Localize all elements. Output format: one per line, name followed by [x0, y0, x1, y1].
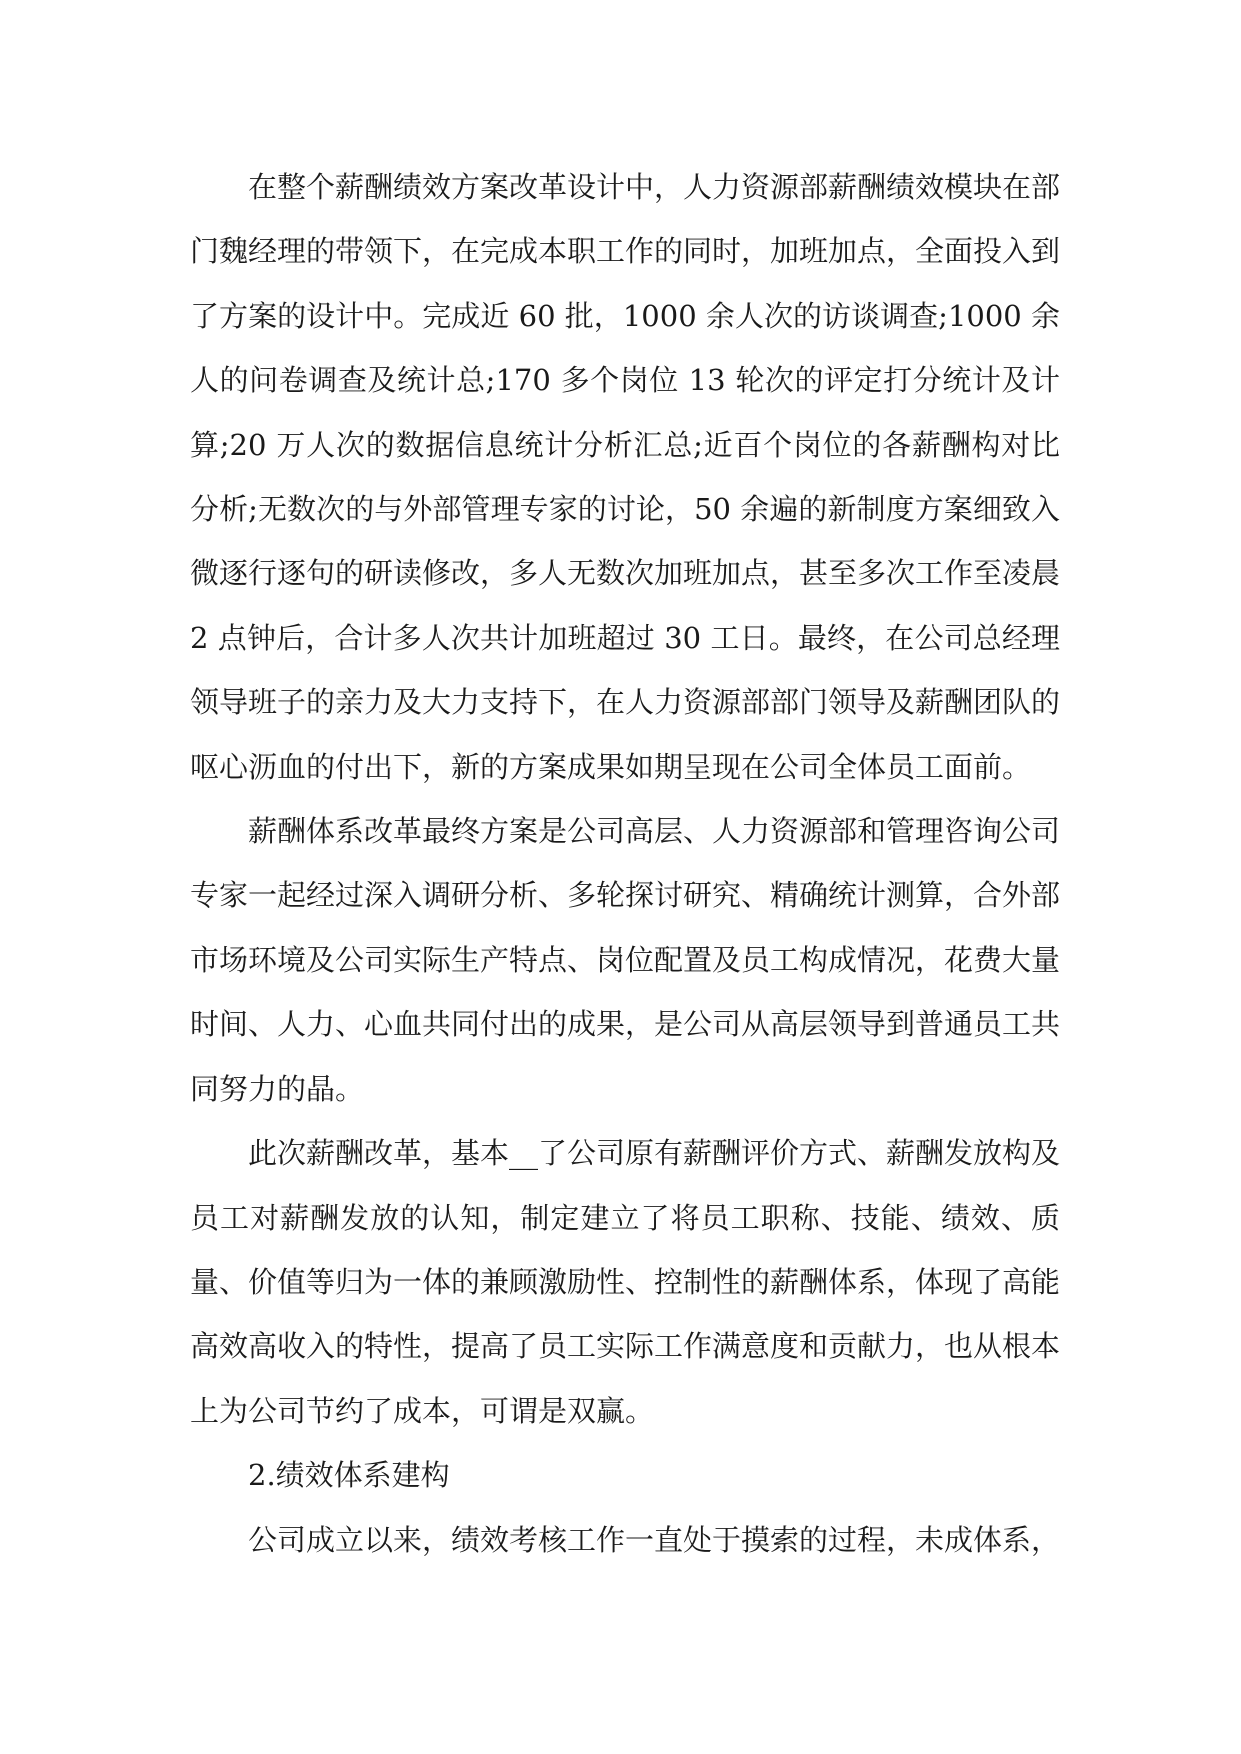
paragraph-reform-result: 此次薪酬改革，基本__了公司原有薪酬评价方式、薪酬发放构及员工对薪酬发放的认知，制定建立了将员工职称、技能、绩效、质量、价值等归为一体的兼顾激励性、控制性的薪酬体系，体现了高能高效高收入的特性，提高了员工实际工作满意度和贡献力，也从根本上为公司节约了成本，可谓是双赢。: [190, 1136, 1061, 1428]
paragraph-performance-intro: 公司成立以来，绩效考核工作一直处于摸索的过程，未成体系，: [248, 1522, 1061, 1557]
document-body: [190, 155, 1060, 1572]
paragraph-salary-reform-effort: 在整个薪酬绩效方案改革设计中，人力资源部薪酬绩效模块在部门魏经理的带领下，在完成本职工作的同时，加班加点，全面投入到了方案的设计中。完成近 60 批，1000 余人次的访谈调查;1000 余人的问卷调查及统计总;170 多个岗位 13 轮次的评定打分统计及计算;20 万人次的数据信息统计分析汇总;近百个岗位的各薪酬构对比分析;无数次的与外部管理专家的讨论，50 余遍的新制度方案细致入微逐行逐句的研读修改，多人无数次加班加点，甚至多次工作至凌晨 2 点钟后，合计多人次共计加班超过 30 工日。最终，在公司总经理领导班子的亲力及大力支持下，在人力资源部部门领导及薪酬团队的呕心沥血的付出下，新的方案成果如期呈现在公司全体员工面前。: [190, 170, 1061, 784]
paragraph-final-plan: 薪酬体系改革最终方案是公司高层、人力资源部和管理咨询公司专家一起经过深入调研分析、多轮探讨研究、精确统计测算，合外部市场环境及公司实际生产特点、岗位配置及员工构成情况，花费大量时间、人力、心血共同付出的成果，是公司从高层领导到普通员工共同努力的晶。: [190, 814, 1061, 1106]
section-heading: 2.绩效体系建构: [248, 1458, 450, 1493]
